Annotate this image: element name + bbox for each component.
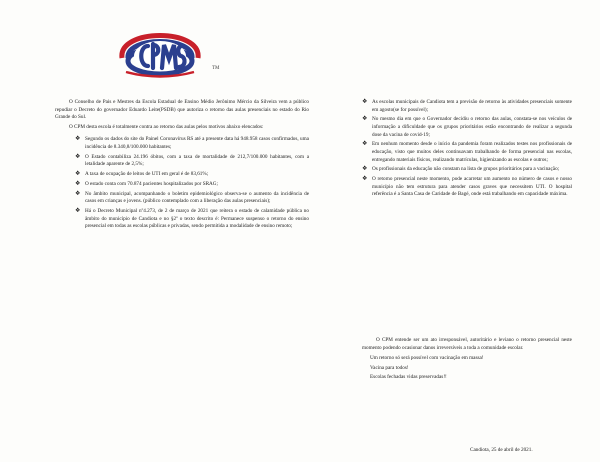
bullet-icon: ❖ bbox=[75, 171, 81, 178]
list-item: ❖ A taxa de ocupação de leitos de UTI em geral é de 83,61%; bbox=[75, 171, 209, 178]
left-bullet-list bbox=[55, 136, 309, 230]
bullet-icon: ❖ bbox=[75, 136, 81, 143]
conclusion-block bbox=[362, 337, 572, 382]
bullet-icon: ❖ bbox=[362, 166, 368, 173]
list-item: ❖ O estado conta com 70.874 pacientes hospitalizados por SRAG; bbox=[75, 180, 218, 187]
right-column bbox=[362, 99, 572, 201]
conclusion-paragraph: O CPM entende ser um ato irresponsável, autoritário e leviano o retorno presencial neste momento podendo ocasionar danos irreversíveis a toda a comunidade escolar. bbox=[362, 337, 572, 351]
bullet-icon: ❖ bbox=[75, 180, 81, 187]
position-paragraph: O CPM desta escola é totalmente contra ao retorno das aulas pelos motivos abaixo elencados: bbox=[69, 123, 264, 130]
list-item: ❖ No âmbito municipal, acompanhando o boletim epidemiológico observa-se o aumento da incidência de casos em crianças e jovens. (público contemplado com a liberação das aulas presenciais); bbox=[75, 190, 309, 205]
list-item: ❖ Há o Decreto Municipal nº4.273, de 2 de março de 2021 que reitera o estado de calamidade pública no âmbito do município de Candiota e no §2º o texto descrito é: Permanece suspenso o retorno do ensino presencial em todas as escolas públicas e privadas, sendo permitida a modalidade de ensino remoto; bbox=[75, 208, 309, 230]
bullet-icon: ❖ bbox=[75, 153, 81, 160]
list-item: ❖ O Estado contabiliza 24.196 óbitos, com a taxa de mortalidade de 212,7/100.000 habitantes, com a letalidade aparente de 2,5%; bbox=[75, 153, 309, 168]
intro-paragraph: O Conselho de Pais e Mestres da Escola Estadual de Ensino Médio Jerônimo Mércio da Silveira vem a público repudiar o Decreto do governador Eduardo Leite(PSDB) que autoriza o retorno das aulas presenciais no estado do Rio Grande do Sul. bbox=[55, 99, 309, 121]
document-date: Candiota, 25 de abril de 2021. bbox=[470, 447, 533, 453]
right-bullet-list bbox=[362, 99, 572, 199]
bullet-icon: ❖ bbox=[75, 208, 81, 215]
slogan-schools-closed: Escolas fechadas vidas preservadas!! bbox=[370, 374, 447, 381]
slogan-vaccination: Um retorno só será possível com vacinação em massa! bbox=[370, 355, 484, 362]
left-column bbox=[55, 99, 309, 233]
bullet-icon: ❖ bbox=[362, 141, 368, 148]
list-item: ❖ Em nenhum momento desde o início da pandemia foram realizados testes nos profissionais de educação, visto que muitos deles continuavam trabalhando de forma presencial nas escolas, entregando materiais físicos, realizando matrículas, higienizando as escolas e outros; bbox=[362, 141, 572, 163]
trademark-mark: TM bbox=[212, 66, 220, 71]
list-item: ❖ No mesmo dia em que o Governador decidiu o retorno das aulas, constata-se nos veículos de informação a dificuldade que os grupos prioritários estão encontrando de realizar a segunda dose da vacina de covid-19; bbox=[362, 116, 572, 138]
bullet-icon: ❖ bbox=[362, 99, 368, 105]
list-item: ❖ As escolas municipais de Candiota tem a previsão de retorno às atividades presenciais somente em agosto(se for possível); bbox=[362, 99, 572, 113]
bullet-icon: ❖ bbox=[75, 190, 81, 197]
list-item: ❖ Segundo os dados do site do Painel Coronavírus RS até a presente data há 948.958 casos confirmados, uma incidência de 8.340,8/100.000 habitantes; bbox=[75, 136, 309, 150]
bullet-icon: ❖ bbox=[362, 176, 368, 183]
bullet-icon: ❖ bbox=[362, 116, 368, 123]
slogan-vaccine-for-all: Vacina para todos! bbox=[370, 364, 409, 371]
school-logo bbox=[108, 14, 212, 80]
list-item: ❖ O retorno presencial neste momento, pode acarretar um aumento no número de casos e nosso município não tem estrutura para atender casos graves que necessitem UTI. O hospital referência é a Santa Casa de Caridade de Bagé, onde está trabalhando em capacidade máxima. bbox=[362, 176, 572, 198]
cpm-emblem-icon bbox=[108, 14, 212, 80]
list-item: ❖ Os profissionais da educação não constam na lista de grupos prioritários para a vacinação; bbox=[362, 166, 560, 173]
